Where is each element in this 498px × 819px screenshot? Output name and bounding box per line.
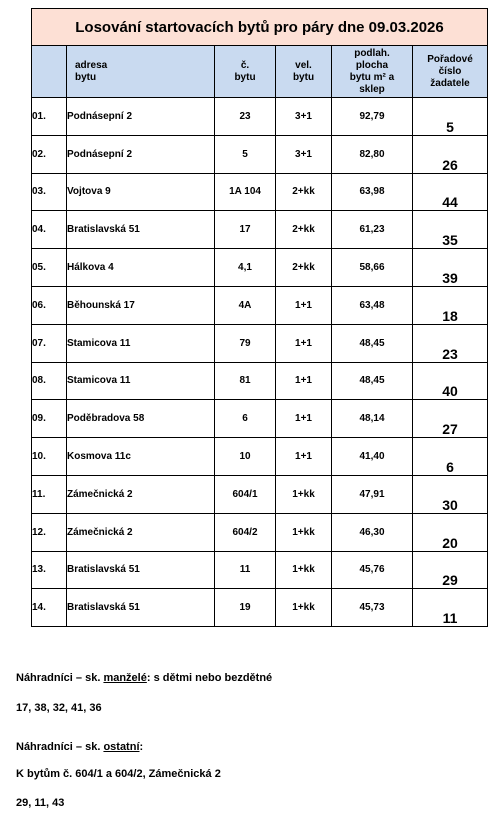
row-area: 48,45 (332, 324, 413, 362)
row-area: 92,79 (332, 98, 413, 136)
row-order: 39 (413, 249, 488, 287)
row-size: 2+kk (276, 173, 332, 211)
row-unit: 1A 104 (215, 173, 276, 211)
header-size: vel. bytu (276, 46, 332, 98)
row-area: 61,23 (332, 211, 413, 249)
table-row (32, 475, 488, 513)
table-row (32, 211, 488, 249)
table-row (32, 400, 488, 438)
row-unit: 10 (215, 438, 276, 476)
row-order: 5 (413, 98, 488, 136)
row-unit: 79 (215, 324, 276, 362)
row-order: 11 (413, 589, 488, 627)
row-number: 07. (32, 324, 67, 362)
row-order: 30 (413, 475, 488, 513)
row-address: Vojtova 9 (67, 173, 215, 211)
row-area: 45,73 (332, 589, 413, 627)
row-area: 41,40 (332, 438, 413, 476)
row-address: Zámečnická 2 (67, 513, 215, 551)
row-number: 14. (32, 589, 67, 627)
row-order: 26 (413, 135, 488, 173)
table-row (32, 249, 488, 287)
row-unit: 17 (215, 211, 276, 249)
note-other-group: ostatní (103, 741, 140, 753)
table-row (32, 98, 488, 136)
row-unit: 4,1 (215, 249, 276, 287)
row-area: 82,80 (332, 135, 413, 173)
lottery-table (31, 8, 488, 627)
row-address: Podnásepní 2 (67, 98, 215, 136)
row-size: 2+kk (276, 249, 332, 287)
row-unit: 4A (215, 286, 276, 324)
row-order: 35 (413, 211, 488, 249)
row-number: 13. (32, 551, 67, 589)
row-order: 18 (413, 286, 488, 324)
note-units: K bytům č. 604/1 a 604/2, Zámečnická 2 (16, 768, 221, 780)
row-area: 48,14 (332, 400, 413, 438)
note-married-prefix: Náhradníci – sk. (16, 672, 104, 684)
row-order: 20 (413, 513, 488, 551)
table-row (32, 173, 488, 211)
row-number: 03. (32, 173, 67, 211)
row-number: 06. (32, 286, 67, 324)
row-address: Podnásepní 2 (67, 135, 215, 173)
row-number: 12. (32, 513, 67, 551)
row-address: Bratislavská 51 (67, 551, 215, 589)
row-number: 01. (32, 98, 67, 136)
row-area: 45,76 (332, 551, 413, 589)
row-area: 58,66 (332, 249, 413, 287)
row-size: 1+1 (276, 362, 332, 400)
table-row (32, 135, 488, 173)
table-row (32, 513, 488, 551)
row-address: Bratislavská 51 (67, 589, 215, 627)
row-order: 29 (413, 551, 488, 589)
table-row (32, 324, 488, 362)
table-title: Losování startovacích bytů pro páry dne 09.03.2026 (32, 9, 488, 46)
row-number: 04. (32, 211, 67, 249)
row-size: 1+kk (276, 513, 332, 551)
row-number: 05. (32, 249, 67, 287)
table-row (32, 551, 488, 589)
header-row (32, 46, 488, 98)
note-other-prefix: Náhradníci – sk. (16, 741, 104, 753)
row-address: Hálkova 4 (67, 249, 215, 287)
table-row (32, 438, 488, 476)
row-size: 1+1 (276, 324, 332, 362)
row-order: 40 (413, 362, 488, 400)
row-unit: 23 (215, 98, 276, 136)
table-row (32, 286, 488, 324)
row-address: Poděbradova 58 (67, 400, 215, 438)
row-address: Běhounská 17 (67, 286, 215, 324)
note-married-group: manželé (103, 672, 147, 684)
table-row (32, 362, 488, 400)
note-married (16, 672, 272, 684)
row-size: 1+1 (276, 400, 332, 438)
row-size: 3+1 (276, 98, 332, 136)
row-address: Stamicova 11 (67, 324, 215, 362)
row-size: 1+1 (276, 286, 332, 324)
row-size: 3+1 (276, 135, 332, 173)
row-address: Bratislavská 51 (67, 211, 215, 249)
row-order: 23 (413, 324, 488, 362)
row-unit: 6 (215, 400, 276, 438)
row-address: Zámečnická 2 (67, 475, 215, 513)
row-area: 63,98 (332, 173, 413, 211)
note-married-numbers: 17, 38, 32, 41, 36 (16, 702, 102, 714)
row-unit: 19 (215, 589, 276, 627)
row-order: 27 (413, 400, 488, 438)
row-address: Stamicova 11 (67, 362, 215, 400)
row-number: 02. (32, 135, 67, 173)
row-order: 44 (413, 173, 488, 211)
row-number: 08. (32, 362, 67, 400)
row-number: 11. (32, 475, 67, 513)
row-unit: 81 (215, 362, 276, 400)
header-order: Pořadové číslo žadatele (413, 46, 488, 98)
row-size: 1+kk (276, 551, 332, 589)
row-size: 1+kk (276, 589, 332, 627)
row-unit: 604/2 (215, 513, 276, 551)
table-row (32, 589, 488, 627)
row-number: 09. (32, 400, 67, 438)
note-other-suffix: : (139, 741, 144, 753)
row-area: 47,91 (332, 475, 413, 513)
row-size: 1+kk (276, 475, 332, 513)
row-area: 46,30 (332, 513, 413, 551)
note-married-suffix: : s dětmi nebo bezdětné (146, 672, 273, 684)
note-units-numbers: 29, 11, 43 (16, 797, 65, 809)
header-address: adresa bytu (67, 46, 215, 98)
row-unit: 604/1 (215, 475, 276, 513)
row-unit: 5 (215, 135, 276, 173)
header-unit: č. bytu (215, 46, 276, 98)
row-size: 2+kk (276, 211, 332, 249)
row-area: 63,48 (332, 286, 413, 324)
row-order: 6 (413, 438, 488, 476)
row-address: Kosmova 11c (67, 438, 215, 476)
title-row (32, 9, 488, 46)
row-number: 10. (32, 438, 67, 476)
row-area: 48,45 (332, 362, 413, 400)
row-unit: 11 (215, 551, 276, 589)
note-other (16, 741, 143, 753)
header-area: podlah. plocha bytu m² a sklep (332, 46, 413, 98)
row-size: 1+1 (276, 438, 332, 476)
header-number (32, 46, 67, 98)
